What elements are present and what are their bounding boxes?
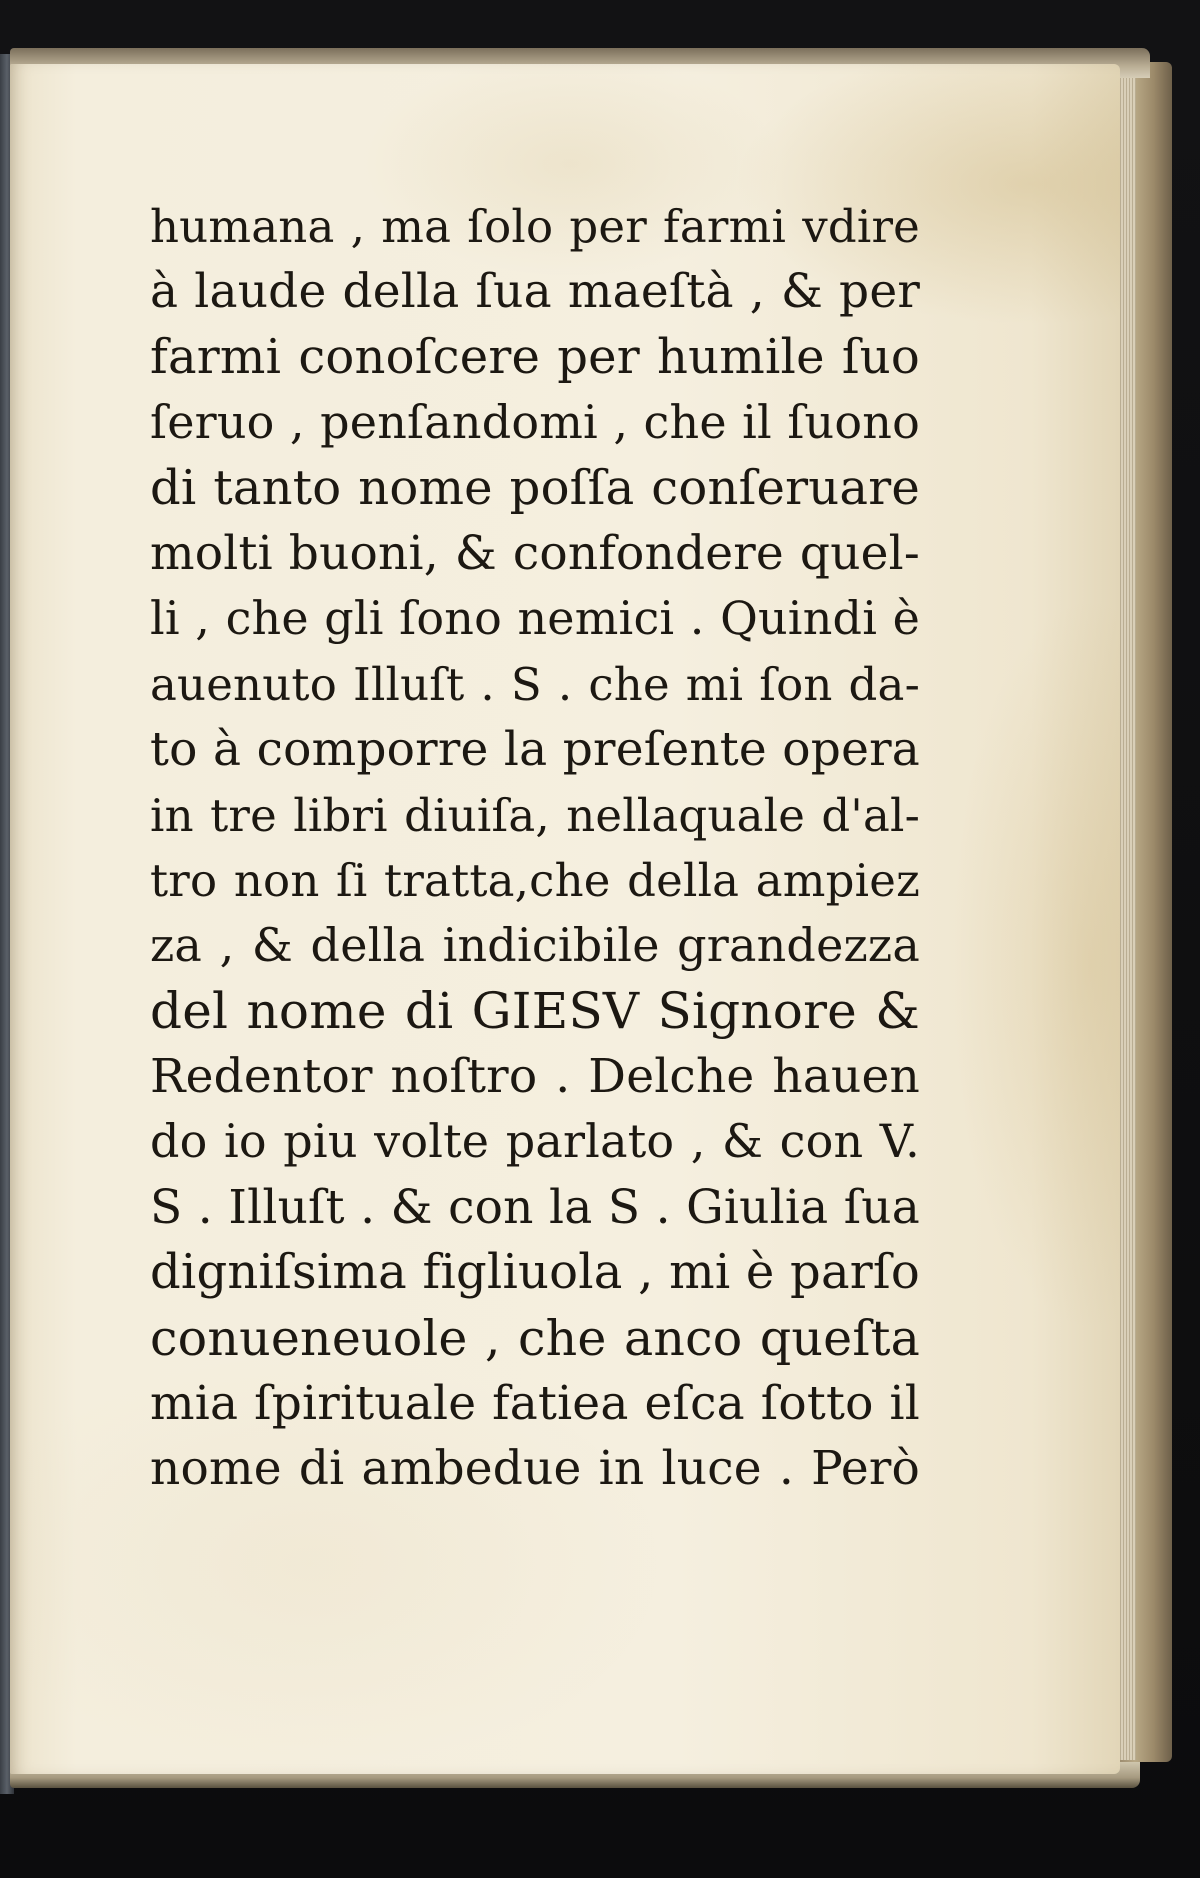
text-line: za , & della indicibile grandezza (150, 918, 920, 973)
text-line: digniſsima figliuola , mi è parſo (150, 1244, 920, 1301)
text-line: à laude della ſua maeſtà , & per (150, 264, 920, 320)
text-line: do io piu volte parlato , & con V. (150, 1114, 920, 1169)
text-line: conueneuole , che anco queſta (150, 1309, 920, 1367)
text-line: in tre libri diuiſa, nellaquale d'al- (150, 788, 920, 842)
text-line: humana , ma ſolo per farmi vdire (150, 200, 920, 253)
text-line: di tanto nome poſſa conſeruare (150, 459, 920, 516)
text-line: to à comporre la preſente opera (150, 722, 920, 778)
text-line: li , che gli ſono nemici . Quindi è (150, 591, 920, 646)
text-line: molti buoni, & confondere quel- (150, 525, 920, 581)
text-line: farmi conoſcere per humile ſuo (150, 328, 920, 385)
text-line: tro non ſi tratta,che della ampiez (150, 853, 920, 907)
text-line: S . Illuſt . & con la S . Giulia ſua (150, 1179, 920, 1235)
text-line: mia ſpirituale fatiea eſca ſotto il (150, 1376, 920, 1432)
body-text (150, 194, 930, 1502)
text-line: del nome di GIESV Signore & (150, 981, 920, 1040)
text-line: auenuto Illuſt . S . che mi ſon da- (150, 657, 920, 711)
book-page (10, 64, 1120, 1774)
text-line: Redentor noſtro . Delche hauen (150, 1049, 920, 1105)
text-line: nome di ambedue in luce . Però (150, 1441, 920, 1497)
text-line: ſeruo , penſandomi , che il ſuono (150, 395, 920, 450)
